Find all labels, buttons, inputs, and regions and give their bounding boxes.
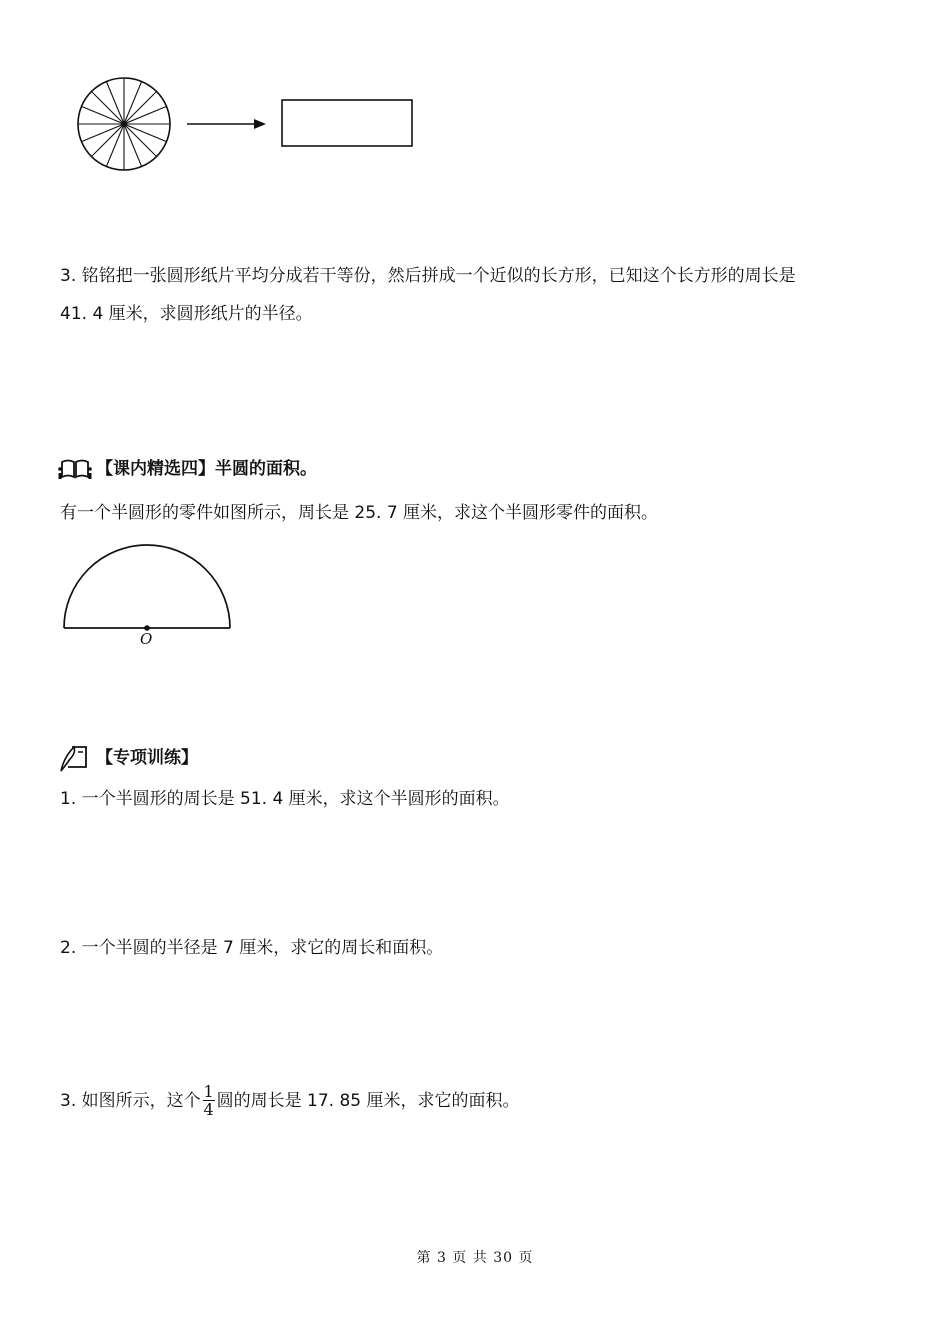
training-title: 【专项训练】 [96,748,198,768]
sector-line [91,124,124,157]
sector-line [124,124,157,157]
page-footer: 第 3 页 共 30 页 [416,1250,534,1266]
quarter-fraction [203,1083,215,1118]
problem-3-line-2: 41. 4 厘米，求圆形纸片的半径。 [60,304,313,324]
arrow-icon [187,119,266,129]
question-3-prefix: 3. 如图所示，这个 [60,1090,201,1111]
semicircle-arc [64,545,230,628]
section-4-problem: 有一个半圆形的零件如图所示，周长是 25. 7 厘米，求这个半圆形零件的面积。 [60,503,659,523]
problem-3-line-1: 3. 铭铭把一张圆形纸片平均分成若干等份，然后拼成一个近似的长方形，已知这个长方形的周长是 [60,266,796,286]
sector-line [91,91,124,124]
section-4-heading [58,457,317,481]
open-book-icon [58,457,92,481]
rectangle-shape [282,100,412,146]
section-4-title: 【课内精选四】半圆的面积。 [96,459,317,479]
circle-to-rectangle-figure [70,72,430,182]
training-question-1: 1. 一个半圆形的周长是 51. 4 厘米，求这个半圆形的面积。 [60,789,510,809]
pen-paper-icon [58,743,92,773]
question-3-suffix: 圆的周长是 17. 85 厘米，求它的面积。 [216,1090,520,1111]
training-question-2: 2. 一个半圆的半径是 7 厘米，求它的周长和面积。 [60,938,444,958]
origin-label: O [140,630,153,648]
fraction-numerator: 1 [203,1082,214,1101]
training-question-3 [60,1083,520,1118]
sector-line [124,91,157,124]
training-heading [58,743,198,773]
sectored-circle [78,78,170,170]
fraction-denominator: 4 [203,1100,214,1119]
